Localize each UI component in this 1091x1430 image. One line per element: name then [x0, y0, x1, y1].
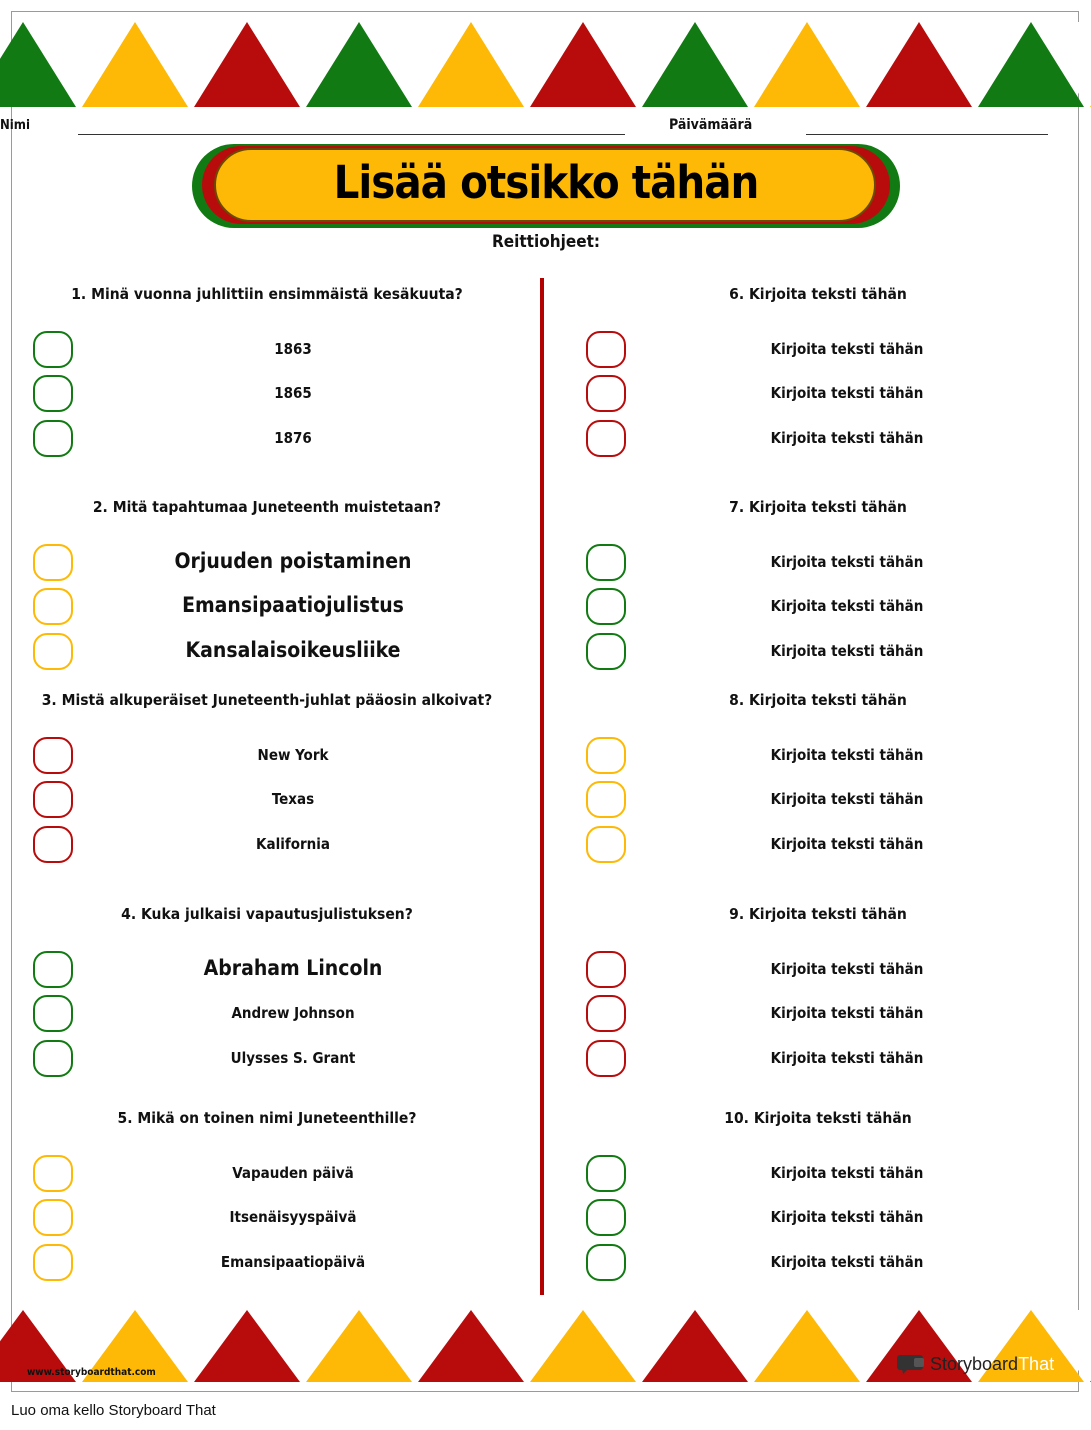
answer-option-text: Andrew Johnson — [231, 1004, 355, 1023]
storyboard-chat-icon — [896, 1353, 926, 1375]
answer-option-text: Emansipaatiojulistus — [182, 592, 404, 617]
question-title: 1. Minä vuonna juhlittiin ensimmäistä kesäkuuta? — [71, 285, 463, 303]
answer-option-text: Kirjoita teksti tähän — [770, 642, 924, 661]
answer-checkbox[interactable] — [586, 1155, 626, 1192]
answer-checkbox[interactable] — [586, 951, 626, 988]
answer-option-text: Kirjoita teksti tähän — [770, 340, 924, 359]
question-title: 3. Mistä alkuperäiset Juneteenth-juhlat pääosin alkoivat? — [41, 691, 493, 709]
answer-checkbox[interactable] — [33, 826, 73, 863]
answer-checkbox[interactable] — [586, 331, 626, 368]
date-label: Päivämäärä — [669, 117, 753, 133]
answer-checkbox[interactable] — [586, 375, 626, 412]
answer-option-text: Kirjoita teksti tähän — [770, 553, 924, 572]
answer-option-text: 1865 — [274, 384, 312, 403]
answer-checkbox[interactable] — [586, 1040, 626, 1077]
answer-option-text: Kirjoita teksti tähän — [770, 1208, 924, 1227]
answer-option-text: Emansipaatiopäivä — [220, 1253, 366, 1272]
brand-wordmark — [930, 1354, 1054, 1375]
answer-checkbox[interactable] — [33, 1155, 73, 1192]
question-title: 8. Kirjoita teksti tähän — [729, 691, 907, 709]
answer-checkbox[interactable] — [33, 331, 73, 368]
answer-checkbox[interactable] — [33, 544, 73, 581]
answer-checkbox[interactable] — [33, 588, 73, 625]
answer-checkbox[interactable] — [33, 1199, 73, 1236]
triangle-bunting-top — [23, 18, 1075, 111]
answer-option-text: Kirjoita teksti tähän — [770, 429, 924, 448]
answer-option-text: Kalifornia — [256, 835, 330, 854]
answer-checkbox[interactable] — [33, 781, 73, 818]
answer-option-text: Itsenäisyyspäivä — [229, 1208, 357, 1227]
question-title: 5. Mikä on toinen nimi Juneteenthille? — [117, 1109, 417, 1127]
answer-checkbox[interactable] — [33, 633, 73, 670]
answer-option-text: Texas — [271, 790, 315, 809]
answer-option-text: 1876 — [274, 429, 312, 448]
answer-checkbox[interactable] — [586, 633, 626, 670]
answer-checkbox[interactable] — [586, 1244, 626, 1281]
answer-option-text: Kirjoita teksti tähän — [770, 597, 924, 616]
brand-main: Storyboard — [930, 1353, 1019, 1374]
title-banner — [192, 144, 900, 228]
storyboardthat-logo[interactable] — [896, 1353, 1054, 1375]
answer-checkbox[interactable] — [33, 1040, 73, 1077]
answer-option-text: Kirjoita teksti tähän — [770, 835, 924, 854]
answer-checkbox[interactable] — [586, 995, 626, 1032]
answer-checkbox[interactable] — [586, 737, 626, 774]
answer-checkbox[interactable] — [33, 737, 73, 774]
answer-option-text: Kirjoita teksti tähän — [770, 384, 924, 403]
question-title: 7. Kirjoita teksti tähän — [729, 498, 907, 516]
answer-checkbox[interactable] — [33, 951, 73, 988]
answer-option-text: Ulysses S. Grant — [230, 1049, 356, 1068]
answer-checkbox[interactable] — [586, 420, 626, 457]
answer-checkbox[interactable] — [586, 826, 626, 863]
answer-checkbox[interactable] — [33, 375, 73, 412]
answer-option-text: Kirjoita teksti tähän — [770, 960, 924, 979]
directions-label: Reittiohjeet: — [491, 232, 601, 252]
question-title: 10. Kirjoita teksti tähän — [724, 1109, 912, 1127]
answer-checkbox[interactable] — [33, 1244, 73, 1281]
page-title[interactable]: Lisää otsikko tähän — [333, 156, 759, 209]
answer-option-text: Abraham Lincoln — [203, 955, 383, 980]
brand-suffix: That — [1018, 1353, 1055, 1374]
name-line — [78, 134, 625, 135]
answer-checkbox[interactable] — [586, 1199, 626, 1236]
answer-option-text: Kirjoita teksti tähän — [770, 1004, 924, 1023]
answer-option-text: Vapauden päivä — [232, 1164, 354, 1183]
top-banner-decoration — [23, 18, 1075, 111]
answer-checkbox[interactable] — [586, 588, 626, 625]
answer-option-text: Kirjoita teksti tähän — [770, 1253, 924, 1272]
question-title: 6. Kirjoita teksti tähän — [729, 285, 907, 303]
answer-checkbox[interactable] — [33, 995, 73, 1032]
column-divider — [540, 278, 544, 1295]
question-title: 4. Kuka julkaisi vapautusjulistuksen? — [121, 905, 413, 923]
answer-option-text: Kansalaisoikeusliike — [185, 637, 401, 662]
answer-checkbox[interactable] — [586, 781, 626, 818]
footer-url[interactable]: www.storyboardthat.com — [27, 1367, 156, 1378]
page-caption: Luo oma kello Storyboard That — [11, 1402, 216, 1419]
answer-checkbox[interactable] — [33, 420, 73, 457]
answer-option-text: Kirjoita teksti tähän — [770, 1049, 924, 1068]
answer-option-text: Kirjoita teksti tähän — [770, 790, 924, 809]
answer-option-text: New York — [257, 746, 329, 765]
answer-option-text: Orjuuden poistaminen — [174, 548, 412, 573]
worksheet-page — [0, 11, 1079, 1392]
question-title: 9. Kirjoita teksti tähän — [729, 905, 907, 923]
question-title: 2. Mitä tapahtumaa Juneteenth muistetaan? — [92, 498, 442, 516]
answer-checkbox[interactable] — [586, 544, 626, 581]
answer-option-text: 1863 — [274, 340, 312, 359]
date-line — [806, 134, 1048, 135]
answer-option-text: Kirjoita teksti tähän — [770, 746, 924, 765]
answer-option-text: Kirjoita teksti tähän — [770, 1164, 924, 1183]
name-label: Nimi — [0, 118, 30, 133]
